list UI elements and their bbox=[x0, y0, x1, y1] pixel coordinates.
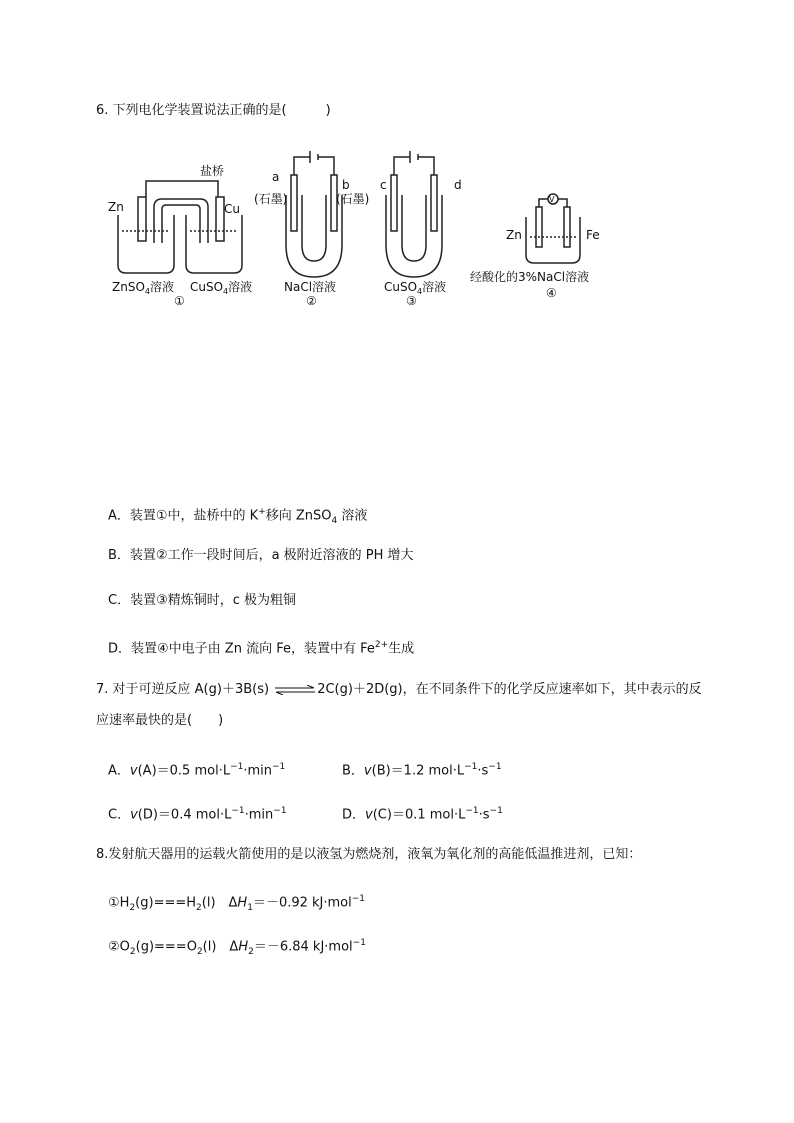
q6-option-b: B．装置②工作一段时间后，a 极附近溶液的 PH 增大 bbox=[108, 548, 414, 563]
electrode-c-label: c bbox=[380, 178, 387, 192]
device-2-electrolytic-u-tube bbox=[286, 151, 342, 277]
device-4-solution: 经酸化的3%NaCl溶液 bbox=[470, 270, 590, 284]
device-2-solution: NaCl溶液 bbox=[284, 280, 337, 294]
electrode-a-label: a bbox=[272, 170, 280, 184]
zn-electrode-label: Zn bbox=[108, 200, 124, 214]
q7-option-b: B．v(B)＝1.2 $mol\cdot L^{-1}\cdot s^{-1}$ bbox=[342, 762, 502, 779]
q8-equation-2: $②O_2(g)===O_2(l)$ $\Delta H_2=-6.84$ kJ·mol$^{-1}$ bbox=[108, 938, 366, 957]
device-3-number: ③ bbox=[406, 294, 417, 305]
device-1-left-solution: ZnSO$_4$溶液 bbox=[112, 280, 174, 296]
question-7-stem-line-1: 7. 对于可逆反应 A(g)＋3B(s) 2C(g)＋2D(g)，在不同条件下的化学反应速率如下，其中表示的反 bbox=[96, 682, 702, 697]
q7-option-d: D．v(C)＝0.1 $mol\cdot L^{-1}\cdot s^{-1}$ bbox=[342, 806, 503, 823]
electrode-b-label: b bbox=[342, 178, 350, 192]
electrode-b-note: (石墨) bbox=[336, 192, 370, 206]
electrode-a-note: (石墨) bbox=[254, 192, 288, 206]
device-4-corrosion-cell bbox=[526, 194, 580, 263]
voltmeter-label: V bbox=[549, 195, 555, 204]
device-4-number: ④ bbox=[546, 286, 557, 300]
q6-option-c: C．装置③精炼铜时，c 极为粗铜 bbox=[108, 593, 297, 608]
q8-equation-1: $①H_2(g)===H_2(l)$ $\Delta H_1=-0.92$ kJ·mol$^{-1}$ bbox=[108, 894, 366, 913]
zn-electrode-label-4: Zn bbox=[506, 228, 522, 242]
q6-option-a: A．装置①中，盐桥中的 K+移向 ZnSO$_4$ 溶液 bbox=[108, 507, 368, 526]
question-6-stem: 6. 下列电化学装置说法正确的是( ) bbox=[96, 103, 331, 118]
device-2-number: ② bbox=[306, 294, 317, 305]
device-3-copper-refining-u-tube bbox=[386, 151, 442, 277]
question-8-stem: 8.发射航天器用的运载火箭使用的是以液氢为燃烧剂，液氧为氧化剂的高能低温推进剂，已知： bbox=[96, 847, 642, 862]
electrode-d-label: d bbox=[454, 178, 462, 192]
device-1-right-solution: CuSO$_4$溶液 bbox=[190, 280, 253, 296]
question-7-stem-line-2: 应速率最快的是( ) bbox=[96, 713, 224, 728]
salt-bridge-label: 盐桥 bbox=[200, 164, 225, 178]
q7-option-a: A．v(A)＝0.5 $mol\cdot L^{-1}\cdot\min^{-1}$ bbox=[108, 762, 286, 779]
device-1-galvanic-cell bbox=[118, 181, 242, 273]
device-1-number: ① bbox=[174, 294, 185, 305]
cu-electrode-label: Cu bbox=[224, 202, 240, 216]
electrochemistry-apparatus-figure bbox=[108, 145, 618, 305]
q7-option-c: C．v(D)＝0.4 $mol\cdot L^{-1}\cdot\min^{-1}$ bbox=[108, 806, 287, 823]
q6-option-d: D．装置④中电子由 Zn 流向 Fe，装置中有 $Fe^{2+}$生成 bbox=[108, 640, 415, 657]
device-3-solution: CuSO$_4$溶液 bbox=[384, 280, 447, 296]
fe-electrode-label: Fe bbox=[586, 228, 600, 242]
equilibrium-arrow-icon bbox=[273, 685, 317, 695]
